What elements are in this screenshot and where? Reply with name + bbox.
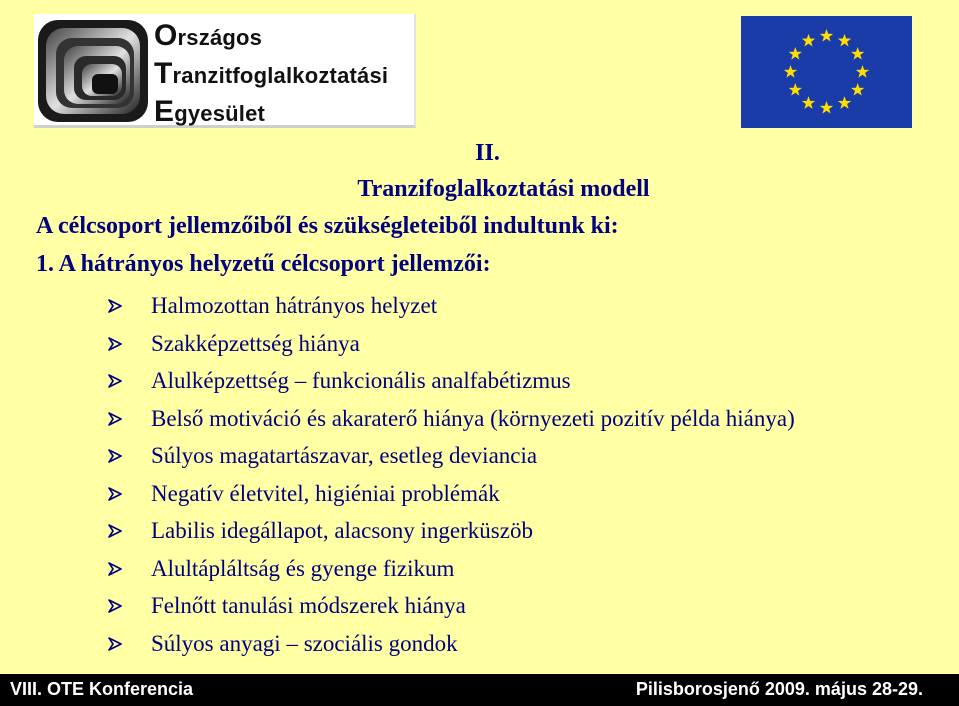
arrowhead-icon [108, 412, 122, 426]
arrowhead-icon [108, 337, 122, 351]
footer-location-date: Pilisborosjenő 2009. május 28-29. [635, 679, 923, 699]
list-item-text: Halmozottan hátrányos helyzet [151, 293, 438, 318]
list-item-text: Belső motiváció és akaraterő hiánya (környezeti pozitív példa hiánya) [151, 405, 795, 431]
arrowhead-icon [108, 562, 122, 576]
logo-word: rszágos [177, 25, 263, 50]
logo-initial: T [154, 57, 173, 90]
footer-conference: VIII. OTE Konferencia [10, 679, 194, 699]
list-item-text: Negatív életvitel, higiéniai problémák [151, 480, 500, 506]
list-item-text: Alultápláltság és gyenge fizikum [151, 555, 455, 581]
arrowhead-icon [108, 524, 122, 538]
list-item-text: Súlyos anyagi – szociális gondok [151, 630, 458, 656]
list-item-text: Alulképzettség – funkcionális analfabétizmus [151, 368, 571, 393]
list-item-text: Labilis idegállapot, alacsony ingerküszöb [151, 518, 533, 543]
footer-bar [0, 674, 959, 706]
section-heading: 1. A hátrányos helyzetű célcsoport jellemzői: [36, 251, 491, 277]
list-item-text: Szakképzettség hiánya [151, 330, 360, 356]
arrowhead-icon [108, 637, 122, 651]
arrowhead-icon [108, 599, 122, 613]
logo-word: ranzitfoglalkoztatási [172, 63, 389, 88]
slide-title: Tranzifoglalkoztatási modell [357, 176, 650, 202]
slide-number: II. [475, 140, 500, 166]
list-item-text: Súlyos magatartászavar, esetleg deviancia [151, 443, 538, 468]
arrowhead-icon [108, 374, 122, 388]
arrowhead-icon [108, 299, 122, 313]
arrowhead-icon [108, 487, 122, 501]
list-item-text: Felnőtt tanulási módszerek hiánya [151, 593, 466, 618]
logo-word: gyesület [174, 101, 266, 126]
logo-initial: O [154, 19, 178, 52]
organization-logo-icon [36, 18, 150, 124]
arrowhead-icon [108, 449, 122, 463]
eu-flag-icon [741, 16, 912, 128]
intro-text: A célcsoport jellemzőiből és szükségleteiből indultunk ki: [36, 213, 619, 239]
logo-initial: E [154, 95, 175, 128]
logo-text [154, 18, 388, 132]
organization-logo [34, 14, 416, 128]
